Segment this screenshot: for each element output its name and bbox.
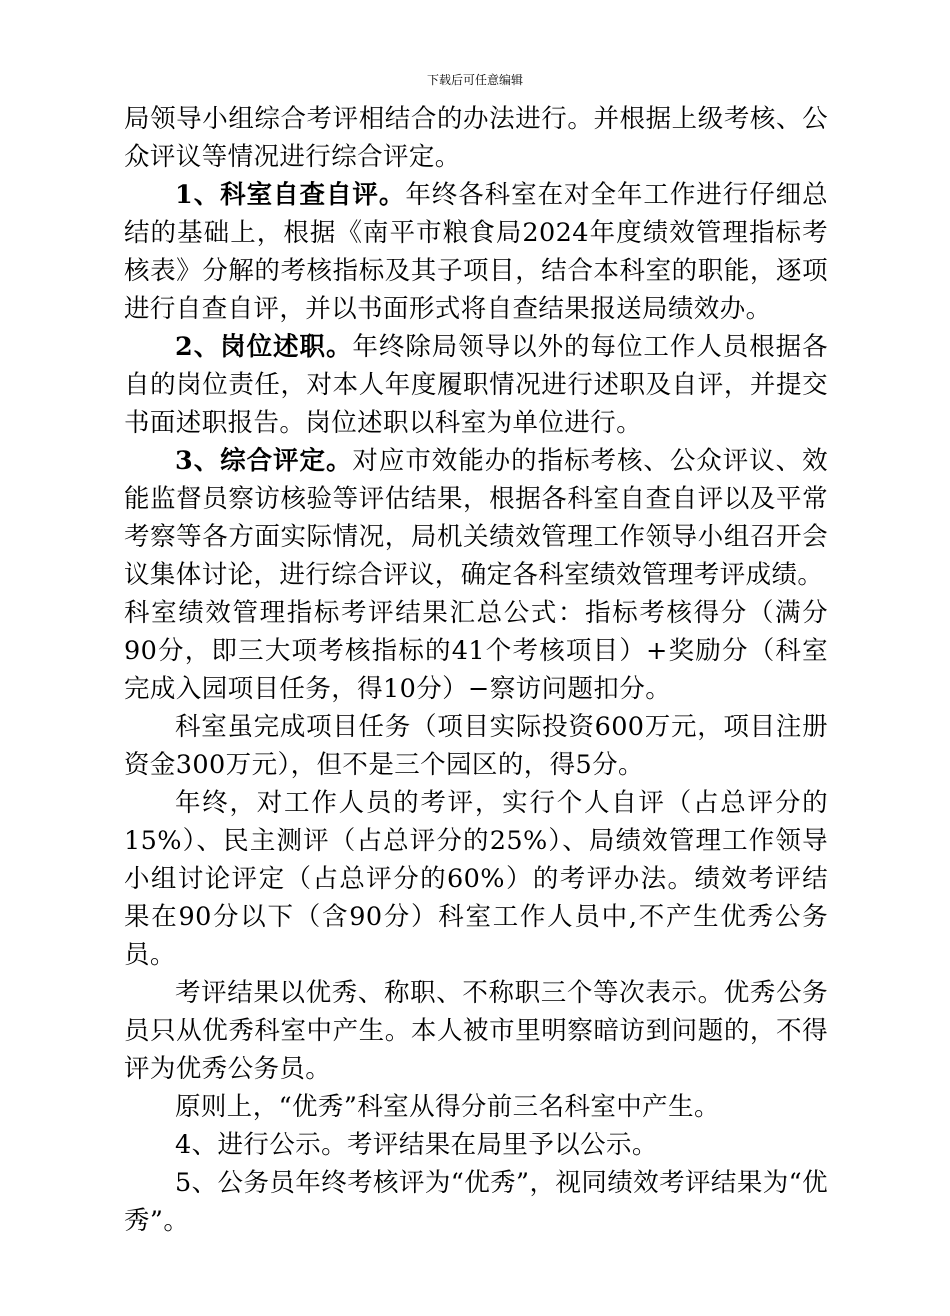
- paragraph-text: 年终除局领导以外的每位工作人员根据各自的岗位责任，对本人年度履职情况进行述职及自评，并提交书面述职报告。岗位述职以科室为单位进行。: [124, 332, 829, 438]
- paragraph-score-formula: [124, 594, 828, 708]
- paragraph-civil-servant-rating: [124, 1164, 828, 1240]
- paragraph-comprehensive-evaluation: [124, 442, 828, 594]
- paragraph-text: 年终，对工作人员的考评，实行个人自评（占总评分的15%）、民主测评（占总评分的25%）、局绩效管理工作领导小组讨论评定（占总评分的60%）的考评办法。绩效考评结果在90分以下（含90分）科室工作人员中,不产生优秀公务员。: [124, 788, 828, 970]
- paragraph-job-report: [124, 328, 828, 442]
- paragraph-staff-evaluation: [124, 784, 828, 974]
- paragraph-text: 4、进行公示。考评结果在局里予以公示。: [175, 1130, 658, 1160]
- paragraph-text: 原则上，“优秀”科室从得分前三名科室中产生。: [175, 1092, 720, 1122]
- paragraph-project-task: [124, 708, 828, 784]
- paragraph-text: 5、公务员年终考核评为“优秀”，视同绩效考评结果为“优秀”。: [124, 1168, 828, 1236]
- paragraph-result-grades: [124, 974, 828, 1088]
- paragraph-text: 对应市效能办的指标考核、公众评议、效能监督员察访核验等评估结果，根据各科室自查自评以及平常考察等各方面实际情况，局机关绩效管理工作领导小组召开会议集体讨论，进行综合评议，确定各科室绩效管理考评成绩。: [124, 446, 829, 590]
- paragraph-lead-heading: 2、岗位述职。: [175, 332, 353, 362]
- document-body: [124, 100, 828, 1240]
- paragraph-self-check: [124, 176, 828, 328]
- paragraph-text: 考评结果以优秀、称职、不称职三个等次表示。优秀公务员只从优秀科室中产生。本人被市里明察暗访到问题的，不得评为优秀公务员。: [124, 978, 828, 1084]
- paragraph-text: 年终各科室在对全年工作进行仔细总结的基础上，根据《南平市粮食局2024年度绩效管理指标考核表》分解的考核指标及其子项目，结合本科室的职能，逐项进行自查自评，并以书面形式将自查结果报送局绩效办。: [124, 180, 828, 324]
- paragraph-excellent-department: [124, 1088, 828, 1126]
- page-header-note: 下载后可任意编辑: [426, 73, 523, 87]
- paragraph-text: 科室绩效管理指标考评结果汇总公式：指标考核得分（满分90分，即三大项考核指标的41个考核项目）+奖励分（科室完成入园项目任务，得10分）−察访问题扣分。: [124, 598, 828, 704]
- paragraph-text: 局领导小组综合考评相结合的办法进行。并根据上级考核、公众评议等情况进行综合评定。: [124, 104, 828, 172]
- paragraph-text: 科室虽完成项目任务（项目实际投资600万元，项目注册资金300万元），但不是三个园区的，得5分。: [124, 712, 828, 780]
- paragraph-publicity: [124, 1126, 828, 1164]
- paragraph-lead-heading: 1、科室自查自评。: [175, 180, 406, 210]
- paragraph-lead-heading: 3、综合评定。: [175, 446, 353, 476]
- paragraph-intro-continuation: [124, 100, 828, 176]
